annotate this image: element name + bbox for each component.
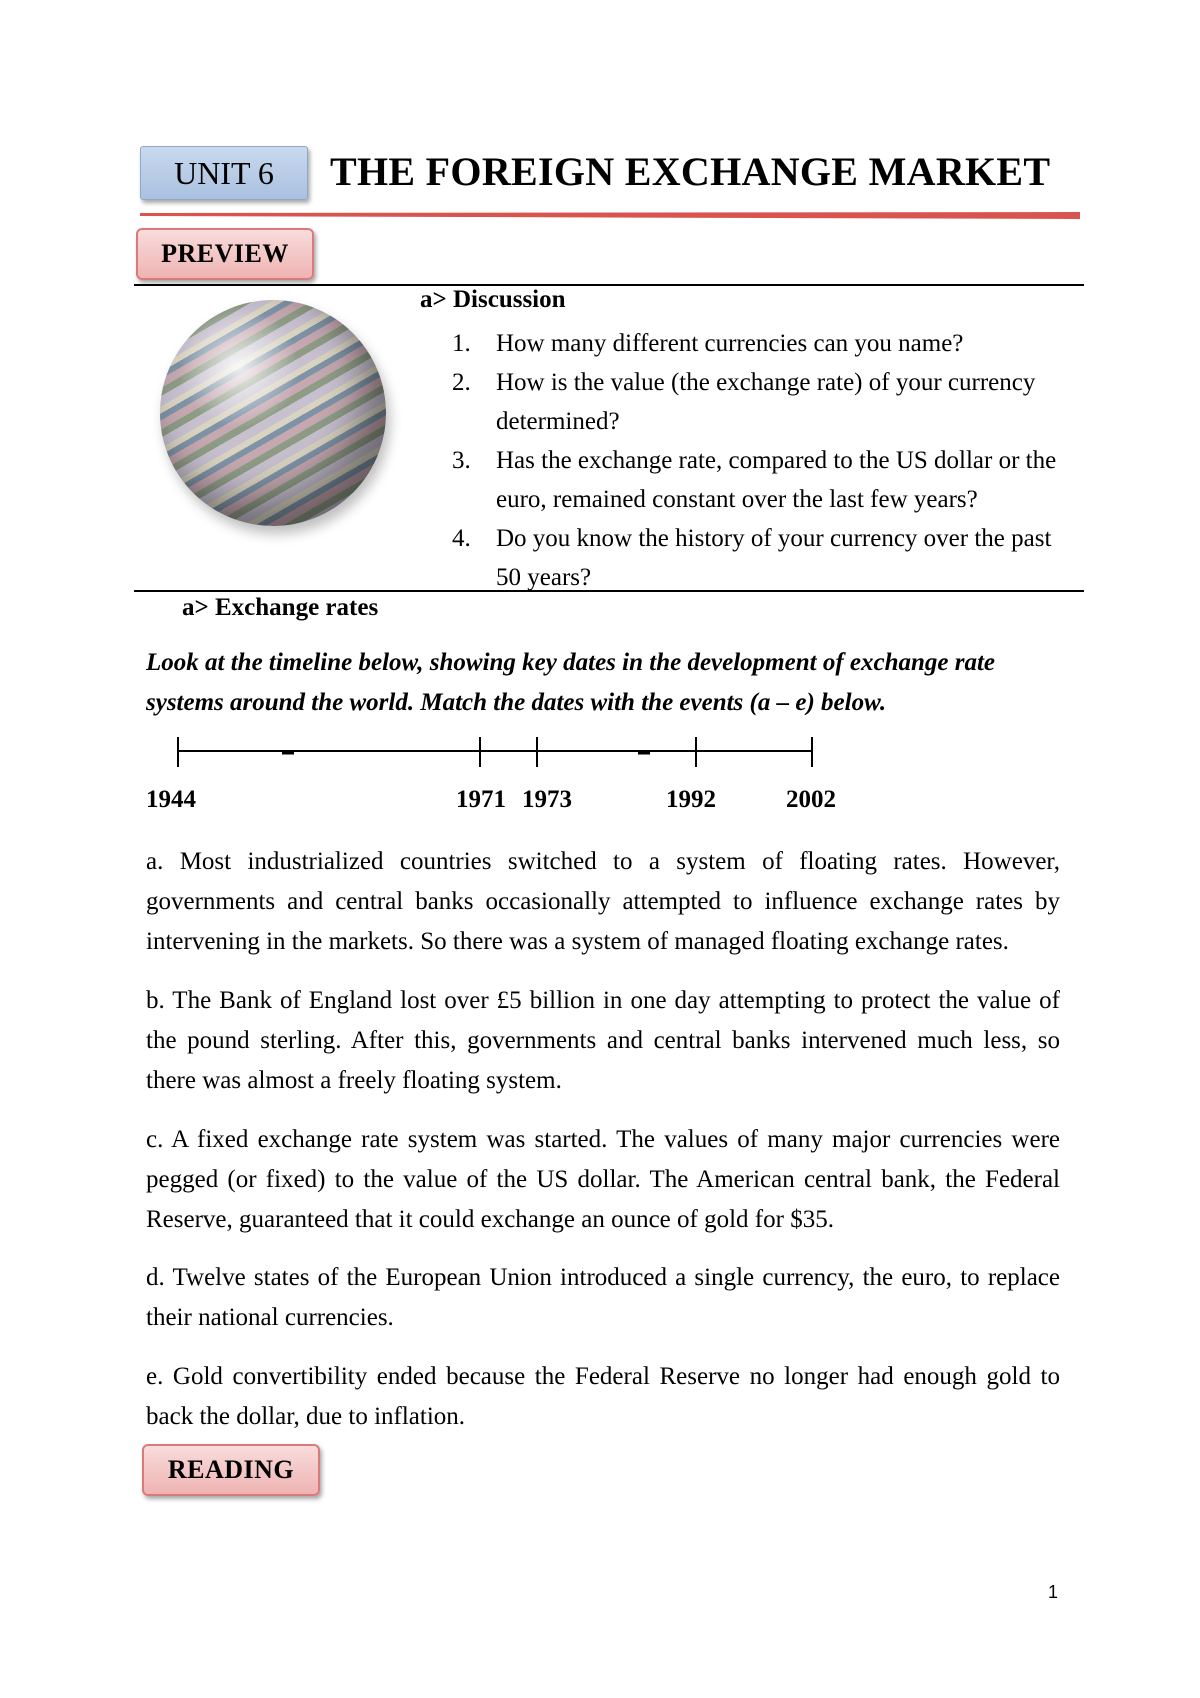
event-paragraph: c. A fixed exchange rate system was started. The values of many major currencies were pegged (or fixed) to the value of the US dollar. The American central bank, the Federal Reserve, guaranteed that it could exchange an ounce of gold for $35. bbox=[146, 1126, 1060, 1233]
timeline-instruction: Look at the timeline below, showing key dates in the development of exchange rate systems around the world. Match the dates with the events (a – e) below. bbox=[146, 649, 996, 716]
discussion-question: 1. How many different currencies can you name? bbox=[452, 330, 964, 357]
unit-label: UNIT 6 bbox=[140, 146, 308, 200]
currency-globe-image bbox=[160, 300, 386, 526]
discussion-heading: a> Discussion bbox=[420, 286, 566, 313]
discussion-question: 2. How is the value (the exchange rate) of your currency determined? bbox=[452, 369, 1036, 435]
event-paragraph: d. Twelve states of the European Union introduced a single currency, the euro, to replace their national currencies. bbox=[146, 1264, 1060, 1331]
event-paragraph: a. Most industrialized countries switched to a system of floating rates. However, governments and central banks occasionally attempted to influence exchange rates by intervening in the markets. So there was a system of managed floating exchange rates. bbox=[146, 848, 1060, 955]
timeline-date: 1973 bbox=[522, 786, 572, 813]
divider-bottom bbox=[134, 590, 1084, 592]
preview-section-label: PREVIEW bbox=[136, 228, 314, 280]
timeline-date: 2002 bbox=[786, 786, 836, 813]
event-paragraph: e. Gold convertibility ended because the Federal Reserve no longer had enough gold to back the dollar, due to inflation. bbox=[146, 1363, 1060, 1430]
timeline-date: 1971 bbox=[456, 786, 506, 813]
divider-top bbox=[134, 284, 1084, 286]
timeline-date: 1944 bbox=[146, 786, 196, 813]
exchange-rates-heading: a> Exchange rates bbox=[182, 594, 379, 621]
timeline-date: 1992 bbox=[666, 786, 716, 813]
discussion-question: 4. Do you know the history of your currency over the past 50 years? bbox=[452, 525, 1052, 591]
page-title: THE FOREIGN EXCHANGE MARKET bbox=[330, 149, 1051, 194]
discussion-questions bbox=[452, 324, 1080, 597]
reading-section-label: READING bbox=[142, 1444, 320, 1496]
timeline-line bbox=[170, 732, 830, 772]
page-number: 1 bbox=[1048, 1582, 1059, 1602]
title-underline bbox=[140, 210, 1080, 220]
discussion-question: 3. Has the exchange rate, compared to the US dollar or the euro, remained constant over the last few years? bbox=[452, 447, 1057, 513]
event-paragraph: b. The Bank of England lost over £5 billion in one day attempting to protect the value of the pound sterling. After this, governments and central banks intervened much less, so there was almost a freely floating system. bbox=[146, 987, 1060, 1094]
